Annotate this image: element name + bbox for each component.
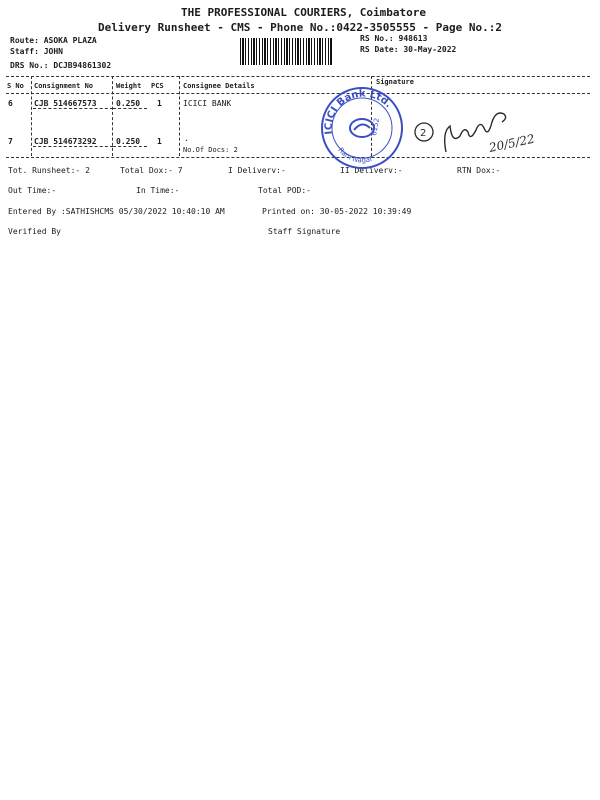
row-pcs: 1	[157, 99, 162, 108]
runsheet-subtitle: Delivery Runsheet - CMS - Phone No.:0422-3505555 - Page No.:2	[98, 21, 502, 34]
col-header-pcs: PCS	[151, 82, 164, 90]
row-sno: 6	[8, 99, 13, 108]
verified-by: Verified By	[8, 227, 61, 236]
staff-signature-label: Staff Signature	[268, 227, 341, 236]
rtn-dox: RTN Dox:-	[457, 166, 501, 175]
table-top-rule	[6, 76, 590, 77]
total-runsheet: Tot. Runsheet:- 2	[8, 166, 90, 175]
row-sno: 7	[8, 137, 13, 146]
cell-rule	[113, 108, 147, 109]
row-consignment: CJB 514667573	[34, 99, 97, 108]
out-time: Out Time:-	[8, 186, 57, 195]
row-weight: 0.250	[116, 137, 141, 146]
handwritten-signature	[412, 92, 562, 164]
col-sep	[112, 76, 113, 156]
circled-number: 2	[420, 128, 427, 139]
row-consignment: CJB 514673292	[34, 137, 97, 146]
entered-by: Entered By :SATHISHCMS 05/30/2022 10:40:10 AM	[8, 207, 225, 216]
row-consignee: ICICI BANK	[183, 99, 232, 108]
rs-number: RS No.: 948613	[360, 34, 428, 43]
col-sep	[179, 76, 180, 156]
drs-number: DRS No.: DCJB94861302	[10, 61, 112, 70]
stamp-code: 6152	[370, 117, 382, 137]
in-time: In Time:-	[136, 186, 180, 195]
first-delivery: I Deliverv:-	[228, 166, 286, 175]
col-header-signature: Signature	[376, 78, 414, 86]
stamp-top-text: ICICI Bank Ltd.	[323, 88, 394, 135]
cell-rule	[113, 146, 147, 147]
col-header-consignment: Consignment No	[34, 82, 94, 90]
col-header-weight: Weight	[116, 82, 142, 90]
no-of-docs: No.Of Docs: 2	[183, 146, 238, 154]
row-pcs: 1	[157, 137, 162, 146]
bank-seal-stamp	[318, 84, 406, 172]
col-header-sno: S No	[7, 82, 24, 90]
row-weight: 0.250	[116, 99, 141, 108]
col-sep	[31, 76, 32, 156]
stamp-place-text: Ram Nagar	[336, 146, 374, 165]
cell-rule	[33, 146, 113, 147]
row-consignee: .	[184, 134, 189, 143]
handwritten-date: 20/5/22	[487, 131, 536, 155]
second-delivery: II Deliverv:-	[340, 166, 403, 175]
staff-label: Staff: JOHN	[10, 47, 63, 56]
company-title: THE PROFESSIONAL COURIERS, Coimbatore	[181, 6, 427, 19]
printed-on: Printed on: 30-05-2022 10:39:49	[262, 207, 412, 216]
total-pod: Total POD:-	[258, 186, 311, 195]
total-dox: Total Dox:- 7	[120, 166, 183, 175]
barcode	[240, 38, 332, 65]
rs-date: RS Date: 30-May-2022	[360, 45, 457, 54]
svg-text:ICICI Bank Ltd.	[323, 89, 394, 135]
cell-rule	[33, 108, 113, 109]
col-header-consignee: Consignee Details	[183, 82, 255, 90]
route-label: Route: ASOKA PLAZA	[10, 36, 97, 45]
